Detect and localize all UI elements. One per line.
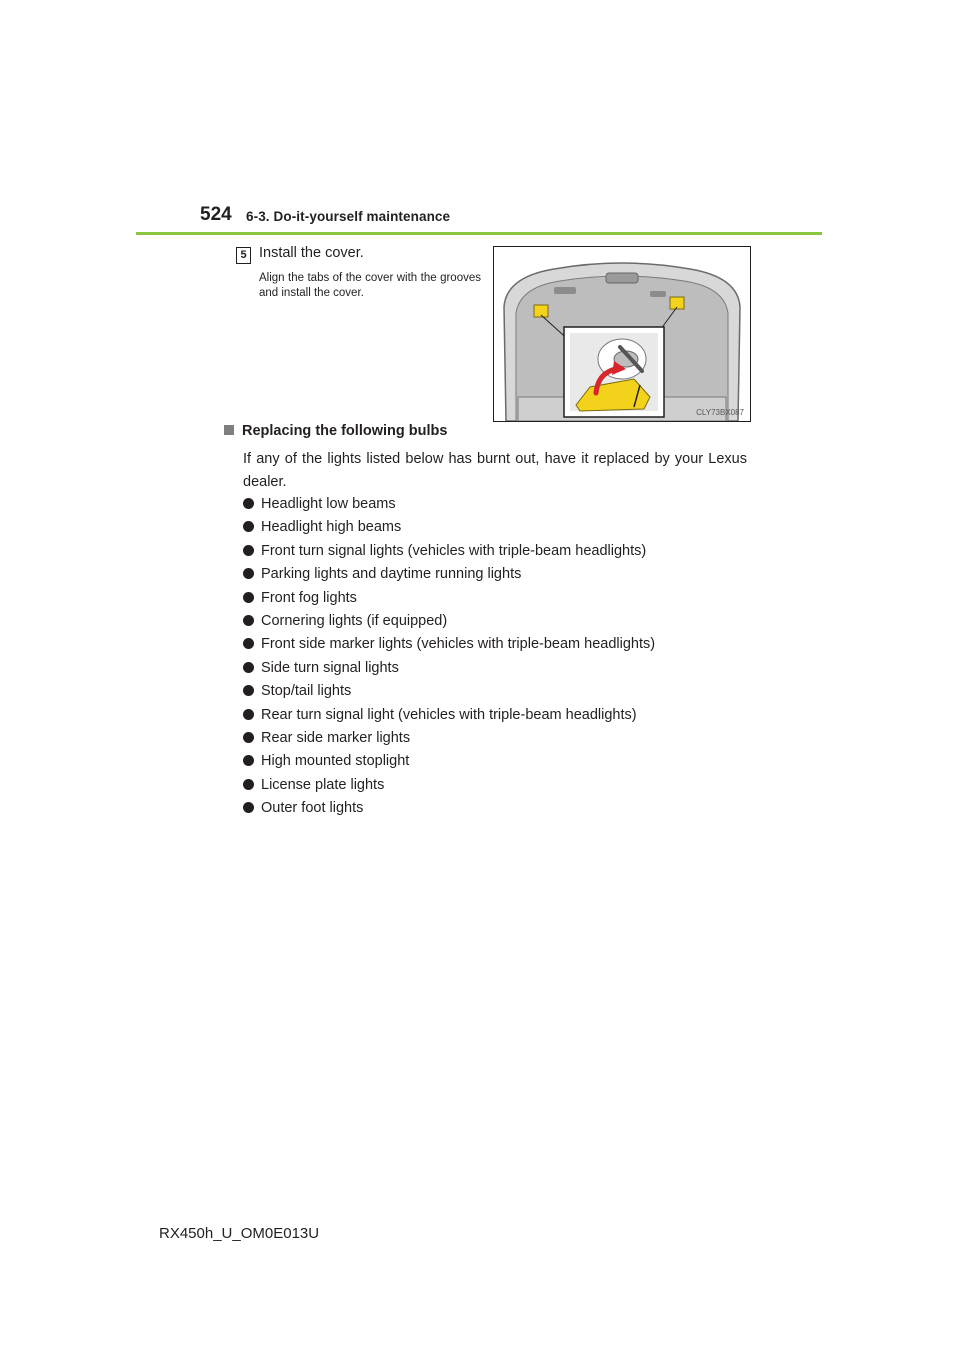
section-heading-text: Replacing the following bulbs (242, 423, 448, 439)
list-item: Outer foot lights (243, 797, 655, 820)
bullet-dot-icon (243, 685, 254, 696)
list-item: Rear side marker lights (243, 727, 655, 750)
bullet-dot-icon (243, 521, 254, 532)
bullet-dot-icon (243, 498, 254, 509)
figure-code: CLY73BX087 (696, 408, 744, 417)
tailgate-illustration (494, 247, 750, 421)
list-item: Parking lights and daytime running lights (243, 563, 655, 586)
list-item: High mounted stoplight (243, 750, 655, 773)
page-number: 524 (200, 204, 232, 225)
list-item: Stop/tail lights (243, 680, 655, 703)
list-item: Headlight low beams (243, 493, 655, 516)
header-rule (136, 232, 822, 235)
bullet-dot-icon (243, 732, 254, 743)
bullet-dot-icon (243, 709, 254, 720)
list-item: Cornering lights (if equipped) (243, 610, 655, 633)
list-item: Front turn signal lights (vehicles with triple-beam headlights) (243, 540, 655, 563)
illustration-install-cover (493, 246, 751, 422)
list-item: Headlight high beams (243, 516, 655, 539)
section-paragraph: If any of the lights listed below has burnt out, have it replaced by your Lexus dealer. (243, 451, 747, 490)
step-note: Align the tabs of the cover with the grooves and install the cover. (259, 272, 481, 299)
bullet-dot-icon (243, 615, 254, 626)
step-instruction: Install the cover. (259, 245, 364, 261)
bullet-dot-icon (243, 592, 254, 603)
step-number-badge: 5 (236, 247, 251, 264)
section-title: 6-3. Do-it-yourself maintenance (246, 209, 451, 224)
list-item: License plate lights (243, 774, 655, 797)
square-bullet-icon (224, 425, 234, 435)
section-heading (224, 423, 447, 439)
list-item: Rear turn signal light (vehicles with triple-beam headlights) (243, 704, 655, 727)
bullet-dot-icon (243, 755, 254, 766)
bullet-dot-icon (243, 568, 254, 579)
list-item: Side turn signal lights (243, 657, 655, 680)
bullet-dot-icon (243, 802, 254, 813)
bulb-list (243, 493, 655, 820)
bullet-dot-icon (243, 779, 254, 790)
bullet-dot-icon (243, 545, 254, 556)
bullet-dot-icon (243, 662, 254, 673)
page-header (136, 200, 822, 236)
list-item: Front fog lights (243, 587, 655, 610)
bullet-dot-icon (243, 638, 254, 649)
page-footer-model-code: RX450h_U_OM0E013U (159, 1225, 320, 1242)
list-item: Front side marker lights (vehicles with triple-beam headlights) (243, 633, 655, 656)
